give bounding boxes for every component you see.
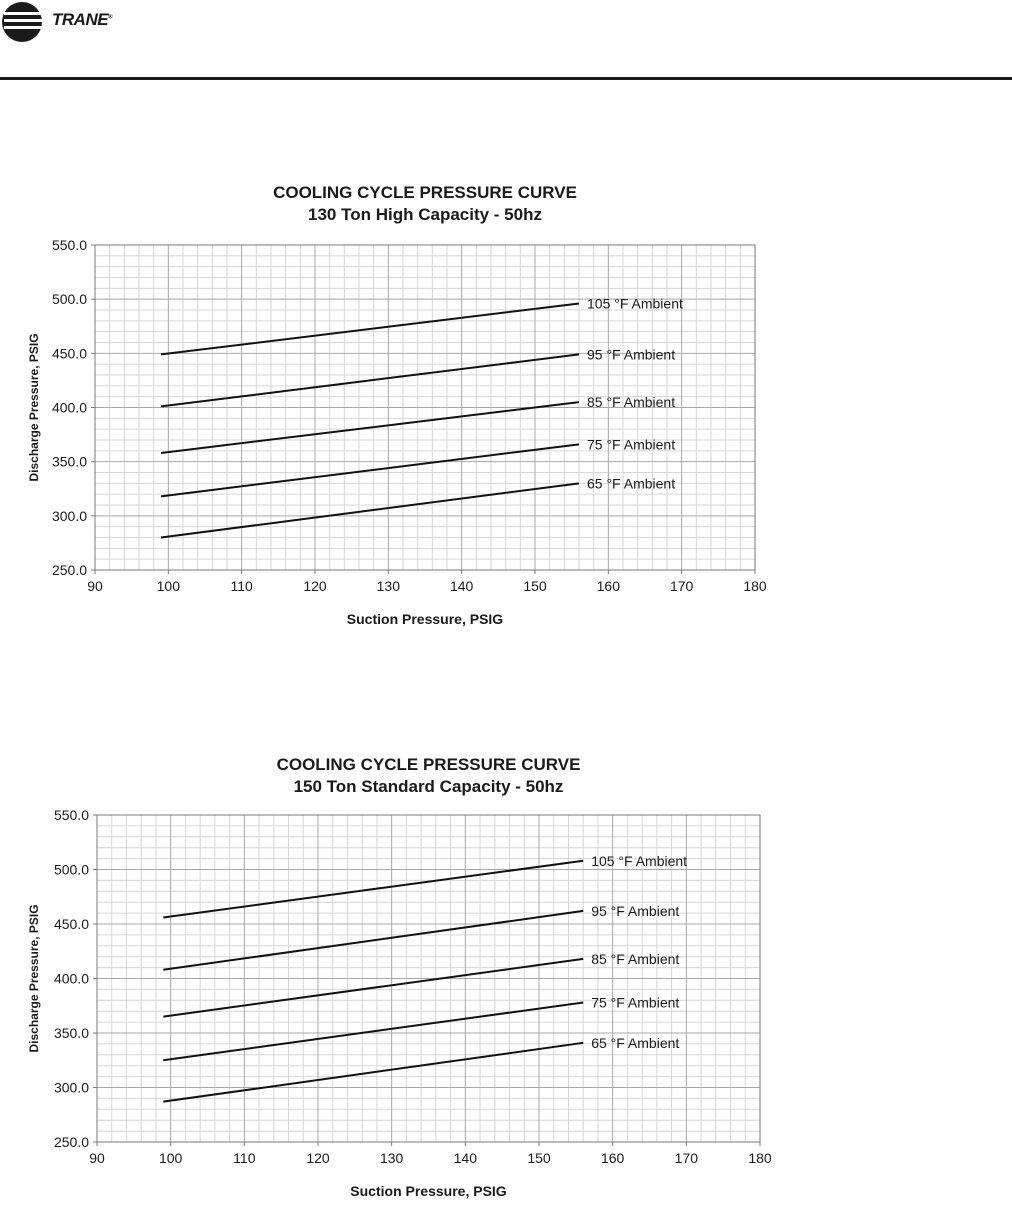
y-tick-label: 350.0 [53, 1025, 89, 1041]
y-tick-label: 400.0 [51, 399, 87, 416]
x-tick-label: 120 [303, 578, 327, 594]
chart-subtitle: 150 Ton Standard Capacity - 50hz [293, 777, 564, 796]
y-axis-label: Discharge Pressure, PSIG [27, 333, 41, 482]
series-label: 65 °F Ambient [587, 475, 676, 492]
series-label: 95 °F Ambient [591, 902, 680, 919]
trane-logo-icon [0, 0, 50, 50]
page-header [0, 0, 1012, 80]
series-label: 65 °F Ambient [591, 1034, 680, 1051]
series-label: 95 °F Ambient [587, 346, 676, 363]
chart-title: COOLING CYCLE PRESSURE CURVE [276, 755, 581, 774]
x-tick-label: 90 [87, 578, 103, 594]
x-tick-label: 110 [233, 1150, 256, 1166]
series-label: 75 °F Ambient [591, 994, 680, 1011]
y-tick-label: 400.0 [53, 970, 89, 987]
series-label: 105 °F Ambient [587, 295, 683, 312]
x-tick-label: 180 [748, 1150, 772, 1166]
x-tick-label: 110 [230, 578, 253, 594]
x-tick-label: 100 [158, 1150, 183, 1166]
series-label: 105 °F Ambient [591, 852, 688, 869]
y-tick-label: 550.0 [53, 807, 89, 823]
series-label: 85 °F Ambient [587, 394, 676, 411]
x-tick-label: 180 [743, 578, 767, 594]
y-tick-label: 300.0 [53, 1079, 89, 1096]
x-tick-label: 100 [156, 578, 181, 594]
y-tick-label: 350.0 [51, 453, 87, 470]
chart-subtitle: 130 Ton High Capacity - 50hz [308, 205, 542, 224]
y-tick-label: 450.0 [53, 916, 89, 932]
brand-text: TRANE [52, 10, 109, 29]
x-tick-label: 150 [523, 578, 547, 594]
y-tick-label: 250.0 [53, 1134, 89, 1150]
chart-title: COOLING CYCLE PRESSURE CURVE [273, 183, 577, 202]
y-axis-label: Discharge Pressure, PSIG [27, 904, 41, 1053]
y-tick-label: 550.0 [51, 237, 87, 253]
pressure-curve-chart-130-ton [0, 170, 1012, 640]
pressure-curve-chart-150-ton [0, 740, 1012, 1210]
series-label: 75 °F Ambient [587, 436, 676, 453]
y-tick-label: 500.0 [53, 861, 89, 878]
x-tick-label: 130 [376, 578, 401, 594]
x-tick-label: 160 [600, 1150, 625, 1166]
brand-name [52, 10, 112, 30]
x-tick-label: 150 [527, 1150, 551, 1166]
x-tick-label: 130 [379, 1150, 404, 1166]
x-tick-label: 160 [596, 578, 621, 594]
x-tick-label: 170 [674, 1150, 699, 1166]
trademark-symbol: ® [108, 14, 112, 21]
series-label: 85 °F Ambient [591, 950, 680, 967]
x-tick-label: 140 [453, 1150, 478, 1166]
x-tick-label: 140 [449, 578, 474, 594]
x-tick-label: 170 [669, 578, 694, 594]
x-tick-label: 120 [306, 1150, 330, 1166]
y-tick-label: 450.0 [51, 345, 87, 362]
header-divider [0, 77, 1012, 80]
y-tick-label: 250.0 [51, 562, 87, 578]
y-tick-label: 300.0 [51, 507, 87, 524]
y-tick-label: 500.0 [51, 291, 87, 308]
x-axis-label: Suction Pressure, PSIG [350, 1183, 507, 1199]
x-tick-label: 90 [89, 1150, 105, 1166]
x-axis-label: Suction Pressure, PSIG [346, 611, 504, 627]
